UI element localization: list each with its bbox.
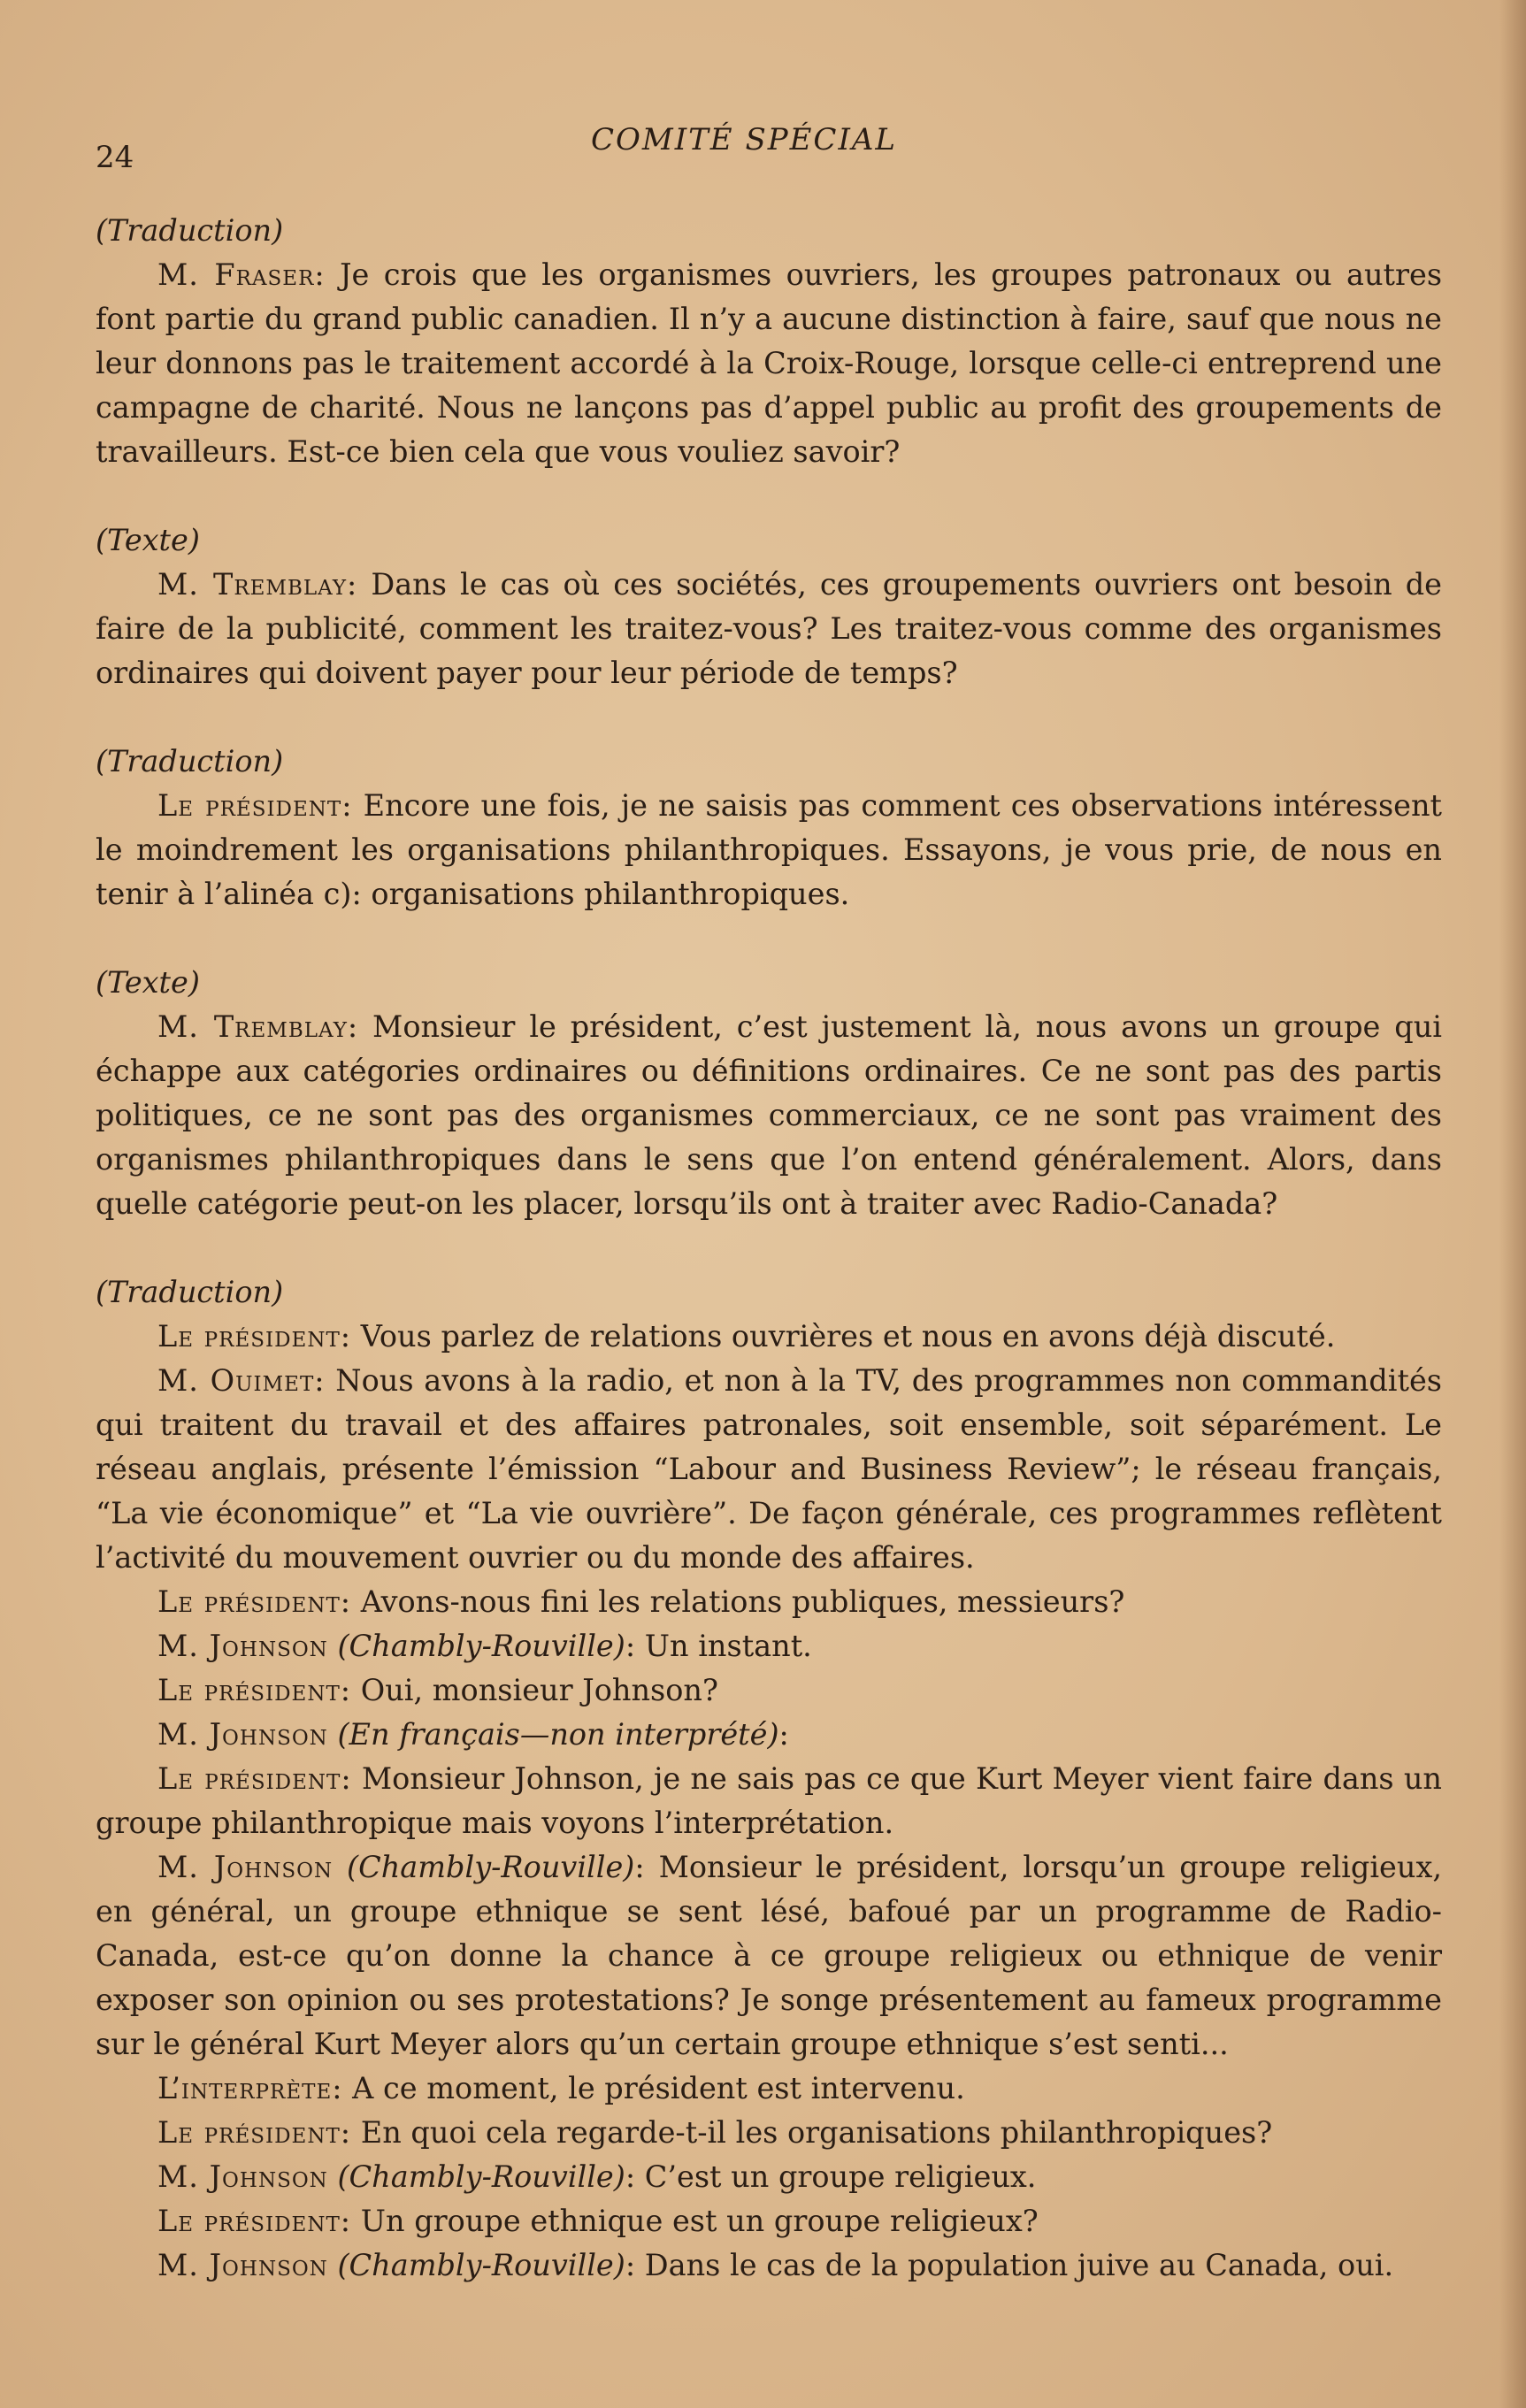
section-spacer (96, 695, 1442, 740)
transcript-paragraph (96, 1757, 1442, 1845)
speech-text: Avons-nous fini les relations publiques, messieurs? (351, 1584, 1125, 1619)
section-label: (Traduction) (96, 213, 284, 248)
transcript-paragraph (96, 1845, 1442, 2067)
transcript-paragraph (96, 2243, 1442, 2288)
speaker-name: M. Johnson (157, 1850, 334, 1884)
speaker-name: M. Johnson (157, 2248, 328, 2282)
transcript-paragraph (96, 1005, 1442, 1226)
section-label: (Traduction) (96, 744, 284, 778)
speech-text: Encore une fois, je ne saisis pas comment ces observations intéressent le moindrement les organisations philanthropiques. Essayons, je vous prie, de nous en tenir à l’alinéa c): organisations philanthropiques. (96, 788, 1442, 911)
speaker-name: M. Ouimet: (157, 1363, 326, 1398)
page-spine-shadow (1499, 0, 1526, 2408)
page-number: 24 (96, 140, 134, 175)
page-header (96, 113, 1442, 175)
running-title: COMITÉ SPÉCIAL (591, 122, 898, 157)
speaker-name: M. Johnson (157, 1629, 328, 1663)
section-spacer (96, 916, 1442, 961)
transcript-body (96, 209, 1442, 2288)
speaker-name: L’interprète: (157, 2071, 343, 2105)
speaker-name: Le président: (157, 788, 353, 823)
transcript-paragraph (96, 253, 1442, 474)
transcript-paragraph (96, 784, 1442, 916)
speaker-name: Le président: (157, 2204, 352, 2238)
transcript-paragraph (96, 1713, 1442, 1757)
transcript-paragraph (96, 2111, 1442, 2155)
transcript-paragraph (96, 2199, 1442, 2243)
transcript-paragraph (96, 2067, 1442, 2111)
speech-text: : Monsieur le président, lorsqu’un groupe religieux, en général, un groupe ethnique se sent lésé, bafoué par un programme de Radio-Canada, est-ce qu’on donne la chance à ce groupe religieux ou ethnique de venir exposer son opinion ou ses protestations? Je songe présentement au fameux programme sur le général Kurt Meyer alors qu’un certain groupe ethnique s’est senti... (96, 1850, 1442, 2061)
transcript-paragraph (96, 1580, 1442, 1624)
speech-text: En quoi cela regarde-t-il les organisations philanthropiques? (351, 2115, 1273, 2150)
speaker-name: M. Johnson (157, 1717, 328, 1752)
speaker-name: Le président: (157, 1673, 352, 1707)
transcript-paragraph (96, 1624, 1442, 1668)
transcript-paragraph (96, 1668, 1442, 1713)
speaker-riding: (Chambly-Rouville) (347, 1850, 635, 1884)
speech-text: Monsieur le président, c’est justement là, nous avons un groupe qui échappe aux catégories ordinaires ou définitions ordinaires. Ce ne sont pas des partis politiques, ce ne sont pas des organismes commerciaux, ce ne sont pas vraiment des organismes philanthropiques dans le sens que l’on entend généralement. Alors, dans quelle catégorie peut-on les placer, lorsqu’ils ont à traiter avec Radio-Canada? (96, 1009, 1442, 1221)
section-label: (Traduction) (96, 1275, 284, 1309)
transcript-paragraph (96, 563, 1442, 695)
speaker-riding: (Chambly-Rouville) (337, 2159, 625, 2194)
section-spacer (96, 1226, 1442, 1270)
speaker-name: Le président: (157, 1584, 352, 1619)
speech-text: Je crois que les organismes ouvriers, les groupes patronaux ou autres font partie du grand public canadien. Il n’y a aucune distinction à faire, sauf que nous ne leur donnons pas le traitement accordé à la Croix-Rouge, lorsque celle-ci entreprend une campagne de charité. Nous ne lançons pas d’appel public au profit des groupements de travailleurs. Est-ce bien cela que vous vouliez savoir? (96, 257, 1443, 469)
speech-text: A ce moment, le président est intervenu. (342, 2071, 965, 2105)
section-label: (Texte) (96, 965, 200, 1000)
transcript-paragraph (96, 2155, 1442, 2199)
section-label: (Texte) (96, 523, 200, 557)
speech-text: : C’est un groupe religieux. (625, 2159, 1037, 2194)
speech-text: : Dans le cas de la population juive au Canada, oui. (625, 2248, 1394, 2282)
speech-text: : (778, 1717, 789, 1752)
speech-text: Nous avons à la radio, et non à la TV, des programmes non commandités qui traitent du travail et des affaires patronales, soit ensemble, soit séparément. Le réseau anglais, présente l’émission “Labour and Business Review”; le réseau français, “La vie économique” et “La vie ouvrière”. De façon générale, ces programmes reflètent l’activité du mouvement ouvrier ou du monde des affaires. (96, 1363, 1443, 1575)
speaker-name: Le président: (157, 1319, 352, 1354)
speaker-riding: (Chambly-Rouville) (337, 2248, 625, 2282)
section-spacer (96, 474, 1442, 518)
speech-text: Oui, monsieur Johnson? (351, 1673, 718, 1707)
speech-text: : Un instant. (625, 1629, 812, 1663)
speaker-name: M. Tremblay: (157, 567, 358, 602)
speech-text: Monsieur Johnson, je ne sais pas ce que Kurt Meyer vient faire dans un groupe philanthropique mais voyons l’interprétation. (96, 1761, 1442, 1840)
speaker-name: Le président: (157, 1761, 352, 1796)
transcript-paragraph (96, 1359, 1442, 1580)
speaker-riding: (En français—non interprété) (337, 1717, 779, 1752)
speech-text: Dans le cas où ces sociétés, ces groupements ouvriers ont besoin de faire de la publicité, comment les traitez-vous? Les traitez-vous comme des organismes ordinaires qui doivent payer pour leur période de temps? (96, 567, 1442, 690)
speaker-riding: (Chambly-Rouville) (337, 1629, 625, 1663)
speaker-name: M. Johnson (157, 2159, 328, 2194)
speech-text: Vous parlez de relations ouvrières et nous en avons déjà discuté. (351, 1319, 1336, 1354)
speaker-name: Le président: (157, 2115, 352, 2150)
speaker-name: M. Tremblay: (157, 1009, 359, 1044)
speaker-name: M. Fraser: (157, 257, 326, 292)
transcript-paragraph (96, 1315, 1442, 1359)
speech-text: Un groupe ethnique est un groupe religieux? (351, 2204, 1039, 2238)
